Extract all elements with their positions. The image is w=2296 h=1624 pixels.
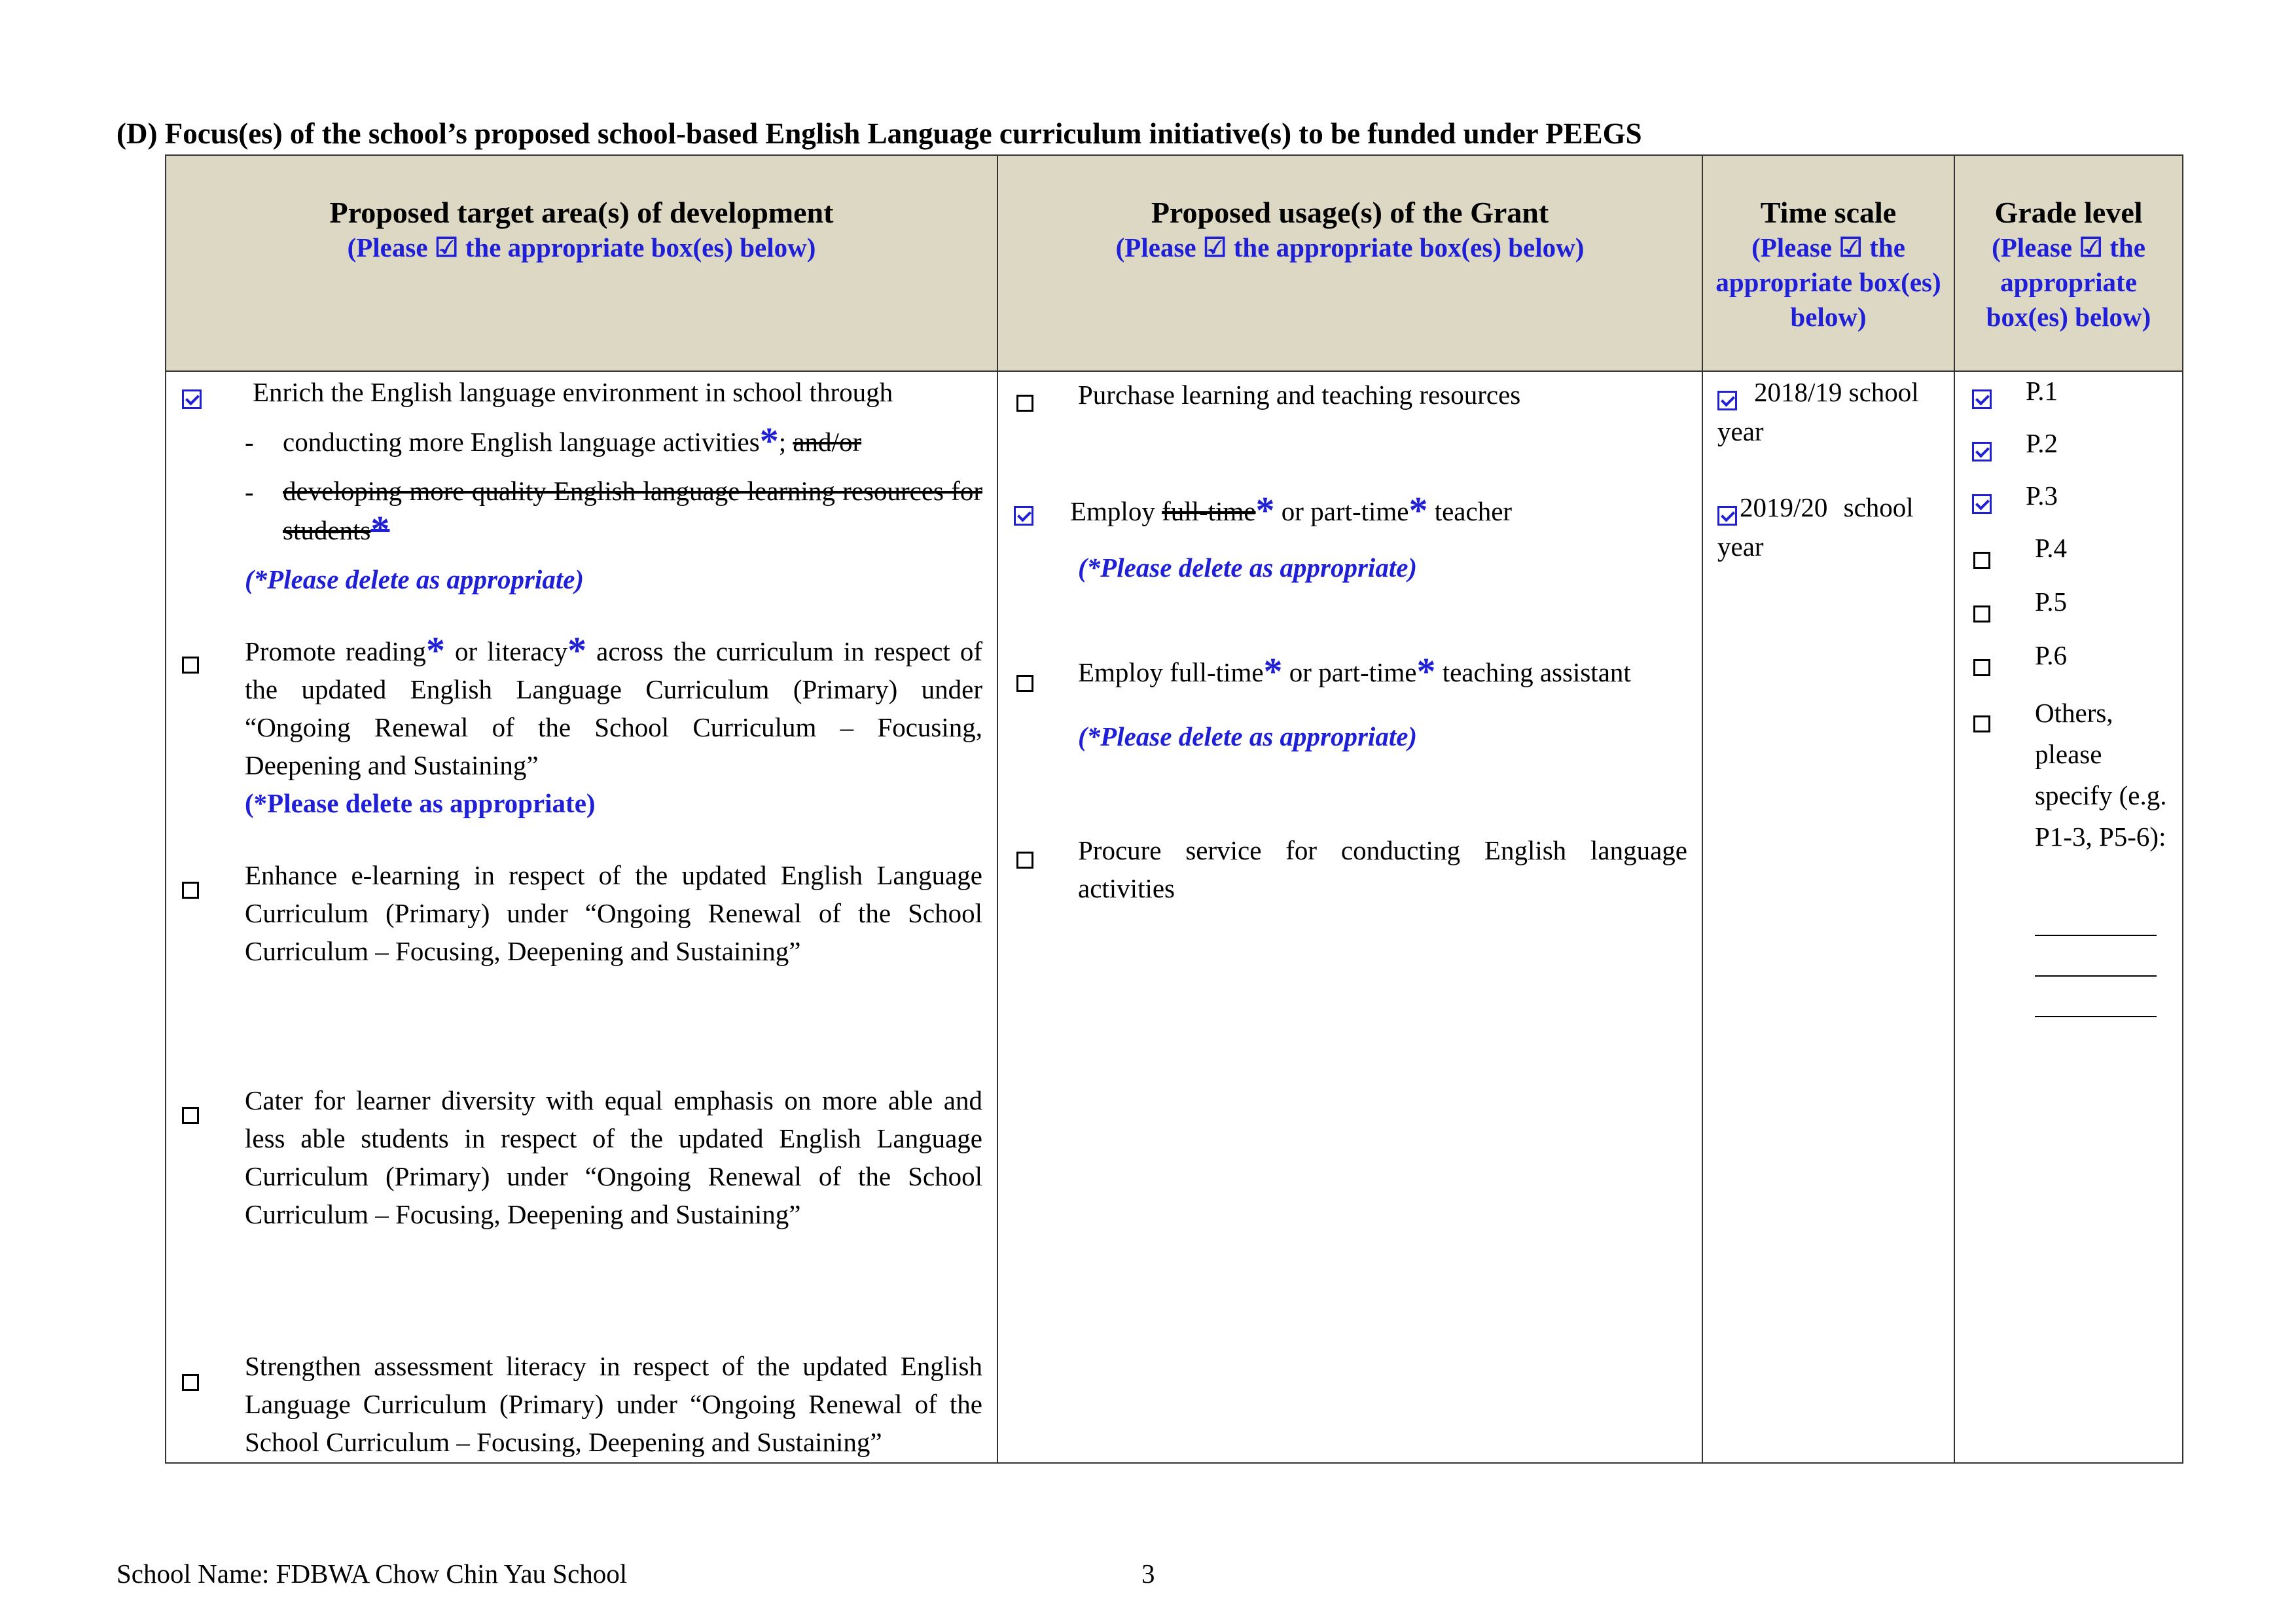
target-area-1-sub1 bbox=[283, 420, 862, 462]
time-scale-1-line2: year bbox=[1717, 416, 1764, 446]
text-part: teacher bbox=[1427, 496, 1513, 526]
asterisk: * bbox=[425, 629, 445, 672]
time-scale-cell bbox=[1702, 371, 1954, 1463]
checked-box-icon bbox=[182, 389, 202, 409]
text-part: or part-time bbox=[1282, 657, 1417, 687]
target-area-1-text: Enrich the English language environment in school through bbox=[253, 377, 893, 407]
text-part: Promote reading bbox=[245, 636, 426, 666]
empty-box-icon bbox=[1016, 395, 1033, 412]
grant-usage-4-text: Procure service for conducting English language activities bbox=[1078, 835, 1687, 903]
checked-box-icon bbox=[1014, 506, 1033, 526]
asterisk: * bbox=[1416, 650, 1436, 693]
section-heading: (D) Focus(es) of the school’s proposed school-based English Language curriculum initiative(s) to be funded under PEEGS bbox=[117, 117, 1642, 150]
blank-line[interactable] bbox=[2035, 895, 2157, 936]
target-area-2-checkbox[interactable] bbox=[182, 645, 199, 683]
grade-p6-label: P.6 bbox=[2035, 640, 2068, 670]
target-area-5-checkbox[interactable] bbox=[182, 1363, 199, 1401]
target-area-3-text: Enhance e-learning in respect of the updated English Language Curriculum (Primary) under “Ongoing Renewal of the School Curriculum – Focusing, Deepening and Sustaining” bbox=[245, 860, 982, 966]
grant-usage-3-text bbox=[1078, 650, 1687, 693]
grade-p2-label: P.2 bbox=[2026, 428, 2058, 458]
struck-text: full-time bbox=[1162, 496, 1256, 526]
checked-box-icon bbox=[1972, 494, 1992, 514]
grade-others-checkbox[interactable] bbox=[1973, 704, 1990, 742]
grade-p3-label: P.3 bbox=[2026, 480, 2058, 511]
asterisk: * bbox=[567, 629, 587, 672]
grant-usage-2-checkbox[interactable] bbox=[1014, 497, 1033, 535]
header-time-scale bbox=[1702, 155, 1954, 371]
text-part: or literacy bbox=[444, 636, 568, 666]
header-instruction: (Please ☑ the appropriate box(es) below) bbox=[1115, 232, 1585, 262]
grant-usage-2-text bbox=[1070, 489, 1513, 532]
text-part: Employ full-time bbox=[1078, 657, 1264, 687]
grant-usage-3-checkbox[interactable] bbox=[1016, 664, 1033, 702]
header-grade-level bbox=[1954, 155, 2183, 371]
empty-box-icon bbox=[182, 882, 199, 899]
empty-box-icon bbox=[1016, 675, 1033, 692]
grade-p5-label: P.5 bbox=[2035, 586, 2068, 617]
grade-p6-checkbox[interactable] bbox=[1973, 648, 1990, 686]
text-part: across the curriculum in respect of the updated English Language Curriculum (Primary) under “Ongoing Renewal of the School Curriculum – Focusing, Deepening and Sustaining” bbox=[245, 636, 982, 780]
target-area-5-text: Strengthen assessment literacy in respect of the updated English Language Curriculum (Primary) under “Ongoing Renewal of the School Curriculum – Focusing, Deepening and Sustaining” bbox=[245, 1351, 982, 1457]
dash-bullet: - bbox=[245, 427, 254, 457]
grade-p3-checkbox[interactable] bbox=[1972, 486, 1992, 524]
grade-others-specify-lines[interactable] bbox=[2035, 895, 2157, 1017]
target-area-4-checkbox[interactable] bbox=[182, 1096, 199, 1134]
target-area-2-note: (*Please delete as appropriate) bbox=[245, 788, 596, 818]
target-area-3-checkbox[interactable] bbox=[182, 871, 199, 909]
sub1-text: conducting more English language activities bbox=[283, 427, 760, 457]
asterisk: * bbox=[1255, 489, 1275, 532]
header-instruction: (Please ☑ the appropriate box(es) below) bbox=[347, 232, 816, 262]
footer-school-name: School Name: FDBWA Chow Chin Yau School bbox=[117, 1559, 628, 1589]
blank-line[interactable] bbox=[2035, 977, 2157, 1017]
checked-box-icon bbox=[1717, 391, 1737, 410]
empty-box-icon bbox=[1973, 659, 1990, 676]
grant-usage-1-text: Purchase learning and teaching resources bbox=[1078, 380, 1521, 410]
grant-usage-cell bbox=[997, 371, 1702, 1463]
target-area-2-text bbox=[245, 629, 982, 784]
asterisk: * bbox=[370, 508, 390, 550]
empty-box-icon bbox=[182, 1374, 199, 1391]
empty-box-icon bbox=[1973, 715, 1990, 732]
text-part: teaching assistant bbox=[1435, 657, 1631, 687]
grant-usage-1-checkbox[interactable] bbox=[1016, 384, 1033, 422]
asterisk: * bbox=[1263, 650, 1283, 693]
empty-box-icon bbox=[1016, 852, 1033, 869]
grant-usage-4-checkbox[interactable] bbox=[1016, 840, 1033, 878]
struck-text: developing more quality English language learning resources for students bbox=[283, 476, 982, 545]
target-area-1-checkbox[interactable] bbox=[182, 381, 202, 419]
grade-p1-checkbox[interactable] bbox=[1972, 381, 1992, 419]
time-scale-1-line1: 2018/19 school bbox=[1754, 377, 1919, 407]
header-instruction: (Please ☑ the appropriate box(es) below) bbox=[1986, 232, 2151, 332]
target-area-1-note: (*Please delete as appropriate) bbox=[245, 564, 584, 594]
target-area-cell bbox=[166, 371, 997, 1463]
grade-p2-checkbox[interactable] bbox=[1972, 433, 1992, 471]
grade-others-label: Others, please specify (e.g. P1-3, P5-6): bbox=[2035, 698, 2167, 852]
empty-box-icon bbox=[1973, 605, 1990, 623]
grant-usage-3-note: (*Please delete as appropriate) bbox=[1078, 721, 1418, 751]
empty-box-icon bbox=[182, 1107, 199, 1124]
dash-bullet: - bbox=[245, 477, 254, 507]
header-target-area bbox=[166, 155, 997, 371]
grade-p1-label: P.1 bbox=[2026, 376, 2058, 406]
grade-p5-checkbox[interactable] bbox=[1973, 594, 1990, 632]
checked-box-icon bbox=[1972, 442, 1992, 461]
sub1-separator: ; bbox=[778, 427, 793, 457]
focus-table bbox=[165, 154, 2183, 1464]
time-scale-2-line2: year bbox=[1717, 532, 1764, 562]
text-part: Employ bbox=[1070, 496, 1162, 526]
target-area-1-sub2 bbox=[283, 471, 982, 550]
blank-line[interactable] bbox=[2035, 936, 2157, 977]
grade-p4-checkbox[interactable] bbox=[1973, 541, 1990, 579]
header-title: Grade level bbox=[1994, 196, 2143, 229]
target-area-4-text: Cater for learner diversity with equal emphasis on more able and less able students in respect of the updated English Language Curriculum (Primary) under “Ongoing Renewal of the School Curriculum – Focusing, Deepening and Sustaining” bbox=[245, 1085, 982, 1229]
header-title: Proposed target area(s) of development bbox=[329, 196, 834, 229]
asterisk: * bbox=[759, 420, 779, 462]
checked-box-icon bbox=[1972, 389, 1992, 409]
empty-box-icon bbox=[182, 657, 199, 674]
time-scale-2-line1: 2019/20 school bbox=[1740, 492, 1914, 522]
grade-p4-label: P.4 bbox=[2035, 533, 2068, 563]
text-part: or part-time bbox=[1274, 496, 1409, 526]
checked-box-icon bbox=[1717, 506, 1737, 526]
header-grant-usage bbox=[997, 155, 1702, 371]
struck-text: and/or bbox=[793, 427, 862, 457]
grant-usage-2-note: (*Please delete as appropriate) bbox=[1078, 552, 1418, 583]
footer-page-number: 3 bbox=[1141, 1559, 1155, 1589]
header-title: Proposed usage(s) of the Grant bbox=[1151, 196, 1549, 229]
empty-box-icon bbox=[1973, 552, 1990, 569]
header-title: Time scale bbox=[1760, 196, 1897, 229]
header-instruction: (Please ☑ the appropriate box(es) below) bbox=[1715, 232, 1941, 332]
asterisk: * bbox=[1408, 489, 1428, 532]
grade-level-cell bbox=[1954, 371, 2183, 1463]
